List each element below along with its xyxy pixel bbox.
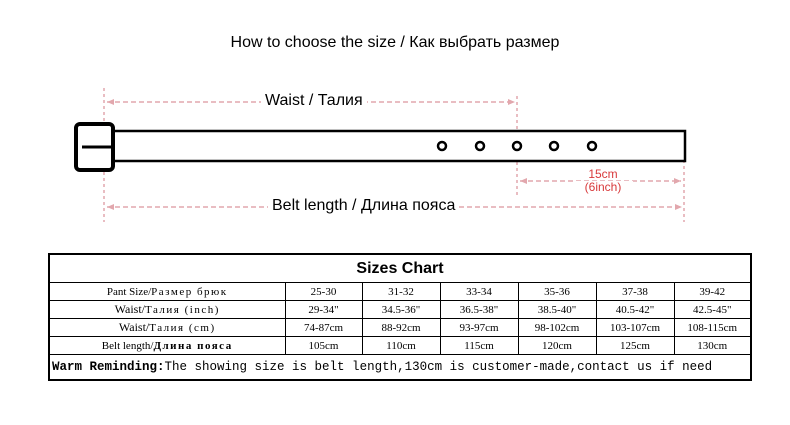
note-text: The showing size is belt length,130cm is customer-made,contact us if need bbox=[164, 360, 713, 374]
table-cell: 39-42 bbox=[674, 283, 751, 301]
table-cell: 110cm bbox=[362, 337, 440, 355]
table-cell: 130cm bbox=[674, 337, 751, 355]
table-cell: 35-36 bbox=[518, 283, 596, 301]
table-cell: 105cm bbox=[285, 337, 362, 355]
belt-hole bbox=[550, 142, 558, 150]
belt-hole bbox=[476, 142, 484, 150]
table-cell: 88-92cm bbox=[362, 319, 440, 337]
table-cell: 103-107cm bbox=[596, 319, 674, 337]
table-cell: 108-115cm bbox=[674, 319, 751, 337]
table-cell: 34.5-36" bbox=[362, 301, 440, 319]
table-cell: 93-97cm bbox=[440, 319, 518, 337]
table-cell: 38.5-40" bbox=[518, 301, 596, 319]
table-cell: 115cm bbox=[440, 337, 518, 355]
table-row bbox=[49, 337, 751, 355]
belt-hole bbox=[438, 142, 446, 150]
chart-title-row bbox=[49, 254, 751, 283]
page-title: How to choose the size / Как выбрать размер bbox=[230, 34, 560, 51]
note-row bbox=[49, 355, 751, 381]
waist-label: Waist / Талия bbox=[261, 92, 367, 110]
row-label-pant-size: Pant Size/Размер брюк bbox=[49, 283, 285, 301]
row-label-belt-length: Belt length/Длина пояса bbox=[49, 337, 285, 355]
table-cell: 37-38 bbox=[596, 283, 674, 301]
row-label-waist-cm: Waist/Талия (cm) bbox=[49, 319, 285, 337]
table-cell: 74-87cm bbox=[285, 319, 362, 337]
warm-reminding-note bbox=[49, 355, 751, 381]
table-row bbox=[49, 319, 751, 337]
tail-length-cm: 15cm bbox=[578, 168, 628, 180]
table-cell: 40.5-42" bbox=[596, 301, 674, 319]
tail-length-inch: (6inch) bbox=[573, 181, 633, 193]
table-cell: 120cm bbox=[518, 337, 596, 355]
table-row bbox=[49, 283, 751, 301]
table-cell: 25-30 bbox=[285, 283, 362, 301]
belt-hole bbox=[513, 142, 521, 150]
table-cell: 98-102cm bbox=[518, 319, 596, 337]
table-cell: 125cm bbox=[596, 337, 674, 355]
chart-title: Sizes Chart bbox=[49, 254, 751, 283]
table-cell: 29-34" bbox=[285, 301, 362, 319]
note-label: Warm Reminding: bbox=[52, 360, 165, 374]
belt-hole bbox=[588, 142, 596, 150]
row-label-waist-inch: Waist/Талия (inch) bbox=[49, 301, 285, 319]
table-cell: 33-34 bbox=[440, 283, 518, 301]
table-cell: 31-32 bbox=[362, 283, 440, 301]
table-cell: 42.5-45" bbox=[674, 301, 751, 319]
table-row bbox=[49, 301, 751, 319]
sizes-chart-table bbox=[48, 253, 752, 381]
belt-length-label: Belt length / Длина пояса bbox=[268, 197, 459, 215]
table-cell: 36.5-38" bbox=[440, 301, 518, 319]
